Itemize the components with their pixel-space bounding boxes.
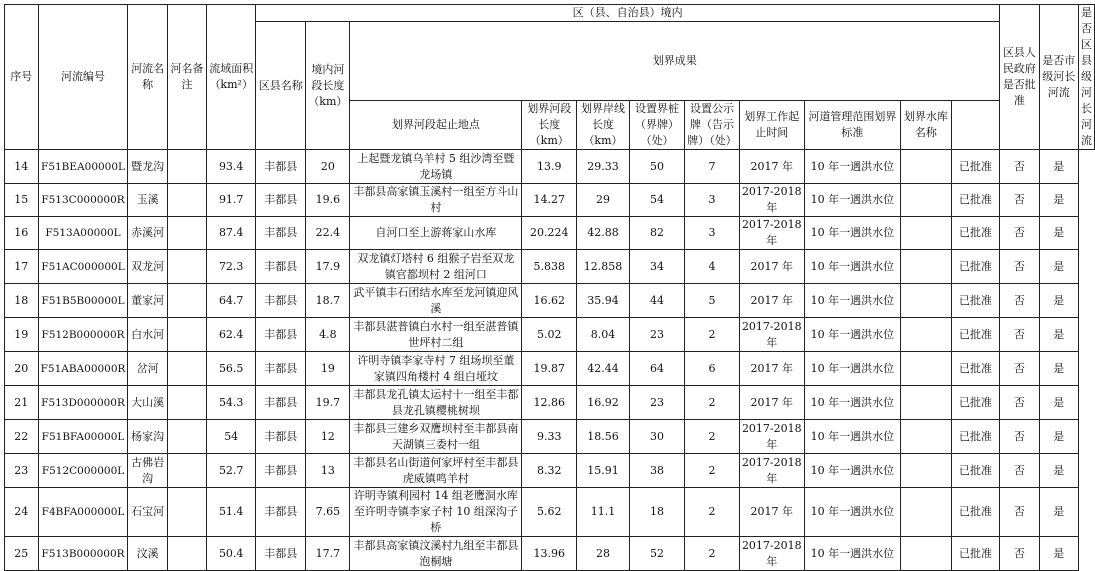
cell-code: F512B000000R — [38, 318, 128, 352]
cell-piles: 44 — [629, 284, 684, 318]
cell-reach: 22.4 — [306, 217, 350, 250]
cell-segment: 丰都县高家镇汶溪村九组至丰都县泡桐塘 — [350, 537, 522, 571]
cell-standard: 10 年一遇洪水位 — [804, 284, 900, 318]
cell-name: 暨龙沟 — [128, 150, 167, 184]
cell-county-chief: 是 — [1039, 284, 1079, 318]
cell-name: 白水河 — [128, 318, 167, 352]
cell-signs: 2 — [685, 318, 739, 352]
cell-note — [167, 284, 206, 318]
cell-reach: 19.7 — [306, 386, 350, 420]
cell-seq: 20 — [5, 352, 39, 386]
cell-segment: 丰都县高家镇玉溪村一组至方斗山村 — [350, 184, 522, 217]
cell-signs: 2 — [685, 488, 739, 537]
cell-segment: 丰都县三建乡双鹰坝村至丰都县南天湖镇三委村一组 — [350, 420, 522, 454]
cell-segment: 丰都县名山街道何家坪村至丰都县虎威镇鸣羊村 — [350, 454, 522, 488]
cell-bank-length: 42.88 — [577, 217, 630, 250]
cell-note — [167, 250, 206, 284]
table-row — [5, 284, 1095, 318]
cell-signs: 6 — [685, 352, 739, 386]
cell-piles: 30 — [629, 420, 684, 454]
cell-code: F51AC000000L — [38, 250, 128, 284]
cell-code: F513C000000R — [38, 184, 128, 217]
cell-city-chief: 否 — [1000, 352, 1039, 386]
cell-seq: 18 — [5, 284, 39, 318]
cell-area: 93.4 — [207, 150, 256, 184]
table-row — [5, 217, 1095, 250]
cell-work-time: 2017-2018 年 — [739, 184, 804, 217]
cell-name: 大山溪 — [128, 386, 167, 420]
cell-note — [167, 150, 206, 184]
header-work-time: 划界工作起止时间 — [739, 101, 804, 150]
cell-city-chief: 否 — [1000, 150, 1039, 184]
cell-county-chief: 是 — [1039, 488, 1079, 537]
cell-name: 汶溪 — [128, 537, 167, 571]
cell-county: 丰都县 — [256, 537, 306, 571]
cell-piles: 52 — [629, 537, 684, 571]
cell-county-chief: 是 — [1039, 454, 1079, 488]
header-subgroup: 划界成果 — [350, 22, 1000, 101]
cell-county: 丰都县 — [256, 150, 306, 184]
cell-segment: 武平镇丰石团结水库至龙河镇迎风溪 — [350, 284, 522, 318]
cell-reach: 17.7 — [306, 537, 350, 571]
cell-approved: 已批准 — [951, 386, 999, 420]
cell-piles: 64 — [629, 352, 684, 386]
cell-name: 杨家沟 — [128, 420, 167, 454]
cell-standard: 10 年一遇洪水位 — [804, 454, 900, 488]
cell-reservoir — [900, 352, 951, 386]
cell-name: 石宝河 — [128, 488, 167, 537]
cell-code: F513D000000R — [38, 386, 128, 420]
cell-county: 丰都县 — [256, 454, 306, 488]
cell-segment: 自河口至上游蒋家山水库 — [350, 217, 522, 250]
cell-approved: 已批准 — [951, 488, 999, 537]
cell-city-chief: 否 — [1000, 537, 1039, 571]
cell-bank-length: 12.858 — [577, 250, 630, 284]
cell-seq: 16 — [5, 217, 39, 250]
cell-approved: 已批准 — [951, 150, 999, 184]
header-county-chief: 是否区县级河长河流 — [1079, 5, 1095, 150]
header-standard: 河道管理范围划界标准 — [804, 101, 900, 150]
cell-signs: 2 — [685, 537, 739, 571]
cell-county: 丰都县 — [256, 284, 306, 318]
cell-reach: 20 — [306, 150, 350, 184]
cell-city-chief: 否 — [1000, 250, 1039, 284]
cell-area: 54.3 — [207, 386, 256, 420]
cell-bank-length: 29 — [577, 184, 630, 217]
table-row — [5, 352, 1095, 386]
cell-work-time: 2017-2018 年 — [739, 454, 804, 488]
cell-signs: 7 — [685, 150, 739, 184]
header-seq: 序号 — [5, 5, 39, 150]
header-signs: 设置公示牌（告示牌）（处） — [685, 101, 739, 150]
cell-seq: 17 — [5, 250, 39, 284]
header-reservoir: 划界水库名称 — [900, 101, 951, 150]
cell-approved: 已批准 — [951, 454, 999, 488]
cell-county: 丰都县 — [256, 217, 306, 250]
cell-note — [167, 352, 206, 386]
cell-work-time: 2017-2018 年 — [739, 318, 804, 352]
cell-approved: 已批准 — [951, 537, 999, 571]
cell-seq: 19 — [5, 318, 39, 352]
cell-bound-length: 13.9 — [522, 150, 577, 184]
cell-note — [167, 488, 206, 537]
cell-bound-length: 5.02 — [522, 318, 577, 352]
cell-bound-length: 5.62 — [522, 488, 577, 537]
cell-code: F51ABA00000R — [38, 352, 128, 386]
cell-code: F4BFA000000L — [38, 488, 128, 537]
cell-piles: 23 — [629, 386, 684, 420]
header-piles: 设置界桩（界牌）（处） — [629, 101, 684, 150]
cell-segment: 许明寺镇李家寺村 7 组场坝至董家镇四角楼村 4 组白垭坟 — [350, 352, 522, 386]
cell-name: 古佛岩沟 — [128, 454, 167, 488]
cell-note — [167, 318, 206, 352]
table-row — [5, 386, 1095, 420]
cell-county-chief: 是 — [1039, 420, 1079, 454]
cell-bound-length: 5.838 — [522, 250, 577, 284]
cell-city-chief: 否 — [1000, 488, 1039, 537]
cell-bank-length: 29.33 — [577, 150, 630, 184]
cell-name: 玉溪 — [128, 184, 167, 217]
cell-standard: 10 年一遇洪水位 — [804, 217, 900, 250]
cell-segment: 上起暨龙镇乌羊村 5 组沙湾至暨龙场镇 — [350, 150, 522, 184]
cell-segment: 许明寺镇利园村 14 组老鹰洞水库至许明寺镇李家子村 10 组深沟子桥 — [350, 488, 522, 537]
cell-work-time: 2017 年 — [739, 352, 804, 386]
cell-standard: 10 年一遇洪水位 — [804, 318, 900, 352]
cell-county-chief: 是 — [1039, 318, 1079, 352]
cell-work-time: 2017-2018 年 — [739, 537, 804, 571]
cell-standard: 10 年一遇洪水位 — [804, 250, 900, 284]
cell-standard: 10 年一遇洪水位 — [804, 184, 900, 217]
cell-bound-length: 8.32 — [522, 454, 577, 488]
header-bound-length: 划界河段长度（km） — [522, 101, 577, 150]
cell-area: 62.4 — [207, 318, 256, 352]
cell-reservoir — [900, 488, 951, 537]
cell-seq: 24 — [5, 488, 39, 537]
header-group: 区（县、自治县）境内 — [256, 5, 1000, 22]
cell-work-time: 2017 年 — [739, 488, 804, 537]
cell-name: 双龙河 — [128, 250, 167, 284]
cell-name: 董家河 — [128, 284, 167, 318]
header-segment-range: 划界河段起止地点 — [350, 101, 522, 150]
cell-approved: 已批准 — [951, 250, 999, 284]
cell-piles: 18 — [629, 488, 684, 537]
cell-note — [167, 386, 206, 420]
cell-bound-length: 20.224 — [522, 217, 577, 250]
table-row — [5, 250, 1095, 284]
cell-work-time: 2017-2018 年 — [739, 217, 804, 250]
cell-reach: 19.6 — [306, 184, 350, 217]
cell-signs: 3 — [685, 217, 739, 250]
cell-code: F513A00000L — [38, 217, 128, 250]
cell-approved: 已批准 — [951, 352, 999, 386]
cell-area: 56.5 — [207, 352, 256, 386]
table-row — [5, 184, 1095, 217]
cell-bank-length: 28 — [577, 537, 630, 571]
cell-county: 丰都县 — [256, 352, 306, 386]
cell-signs: 4 — [685, 250, 739, 284]
cell-reach: 4.8 — [306, 318, 350, 352]
cell-area: 50.4 — [207, 537, 256, 571]
header-bank-length: 划界岸线长度（km） — [577, 101, 630, 150]
cell-reservoir — [900, 386, 951, 420]
cell-bank-length: 18.56 — [577, 420, 630, 454]
cell-standard: 10 年一遇洪水位 — [804, 150, 900, 184]
cell-segment: 丰都县龙孔镇太运村十一组至丰都县龙孔镇樱桃树坝 — [350, 386, 522, 420]
cell-code: F51BFA00000L — [38, 420, 128, 454]
cell-county-chief: 是 — [1039, 537, 1079, 571]
cell-standard: 10 年一遇洪水位 — [804, 488, 900, 537]
header-basin-area: 流域面积（km²） — [207, 5, 256, 150]
header-river-name: 河流名称 — [128, 5, 167, 150]
cell-area: 87.4 — [207, 217, 256, 250]
cell-code: F51B5B00000L — [38, 284, 128, 318]
cell-city-chief: 否 — [1000, 184, 1039, 217]
table-row — [5, 454, 1095, 488]
cell-bound-length: 9.33 — [522, 420, 577, 454]
cell-standard: 10 年一遇洪水位 — [804, 420, 900, 454]
table-row — [5, 488, 1095, 537]
cell-reach: 18.7 — [306, 284, 350, 318]
cell-signs: 3 — [685, 184, 739, 217]
cell-standard: 10 年一遇洪水位 — [804, 352, 900, 386]
cell-reservoir — [900, 420, 951, 454]
header-name-note: 河名备注 — [167, 5, 206, 150]
cell-piles: 54 — [629, 184, 684, 217]
cell-bank-length: 15.91 — [577, 454, 630, 488]
cell-area: 51.4 — [207, 488, 256, 537]
cell-work-time: 2017 年 — [739, 250, 804, 284]
cell-area: 72.3 — [207, 250, 256, 284]
cell-reach: 12 — [306, 420, 350, 454]
table-row — [5, 420, 1095, 454]
cell-city-chief: 否 — [1000, 318, 1039, 352]
cell-city-chief: 否 — [1000, 420, 1039, 454]
cell-code: F512C000000L — [38, 454, 128, 488]
cell-reservoir — [900, 454, 951, 488]
cell-reach: 7.65 — [306, 488, 350, 537]
cell-work-time: 2017 年 — [739, 150, 804, 184]
cell-county-chief: 是 — [1039, 217, 1079, 250]
cell-seq: 22 — [5, 420, 39, 454]
cell-bound-length: 12.86 — [522, 386, 577, 420]
cell-work-time: 2017 年 — [739, 284, 804, 318]
cell-signs: 2 — [685, 386, 739, 420]
table-row — [5, 537, 1095, 571]
cell-reservoir — [900, 284, 951, 318]
cell-code: F51BEA00000L — [38, 150, 128, 184]
table-row — [5, 318, 1095, 352]
cell-city-chief: 否 — [1000, 217, 1039, 250]
cell-approved: 已批准 — [951, 318, 999, 352]
cell-bank-length: 8.04 — [577, 318, 630, 352]
cell-standard: 10 年一遇洪水位 — [804, 537, 900, 571]
cell-bound-length: 14.27 — [522, 184, 577, 217]
header-approved: 区县人民政府是否批准 — [1000, 5, 1039, 150]
cell-note — [167, 184, 206, 217]
cell-county: 丰都县 — [256, 250, 306, 284]
cell-piles: 23 — [629, 318, 684, 352]
cell-bound-length: 19.87 — [522, 352, 577, 386]
cell-signs: 2 — [685, 454, 739, 488]
cell-code: F513B000000R — [38, 537, 128, 571]
header-city-chief: 是否市级河长河流 — [1039, 5, 1079, 150]
cell-reach: 13 — [306, 454, 350, 488]
cell-seq: 14 — [5, 150, 39, 184]
cell-reservoir — [900, 250, 951, 284]
cell-bank-length: 35.94 — [577, 284, 630, 318]
cell-city-chief: 否 — [1000, 386, 1039, 420]
cell-note — [167, 217, 206, 250]
cell-note — [167, 420, 206, 454]
cell-reservoir — [900, 537, 951, 571]
cell-bound-length: 16.62 — [522, 284, 577, 318]
cell-piles: 38 — [629, 454, 684, 488]
cell-work-time: 2017-2018 年 — [739, 420, 804, 454]
cell-note — [167, 454, 206, 488]
cell-reach: 17.9 — [306, 250, 350, 284]
cell-city-chief: 否 — [1000, 284, 1039, 318]
cell-seq: 23 — [5, 454, 39, 488]
cell-bank-length: 42.44 — [577, 352, 630, 386]
cell-standard: 10 年一遇洪水位 — [804, 386, 900, 420]
cell-county-chief: 是 — [1039, 386, 1079, 420]
cell-county: 丰都县 — [256, 420, 306, 454]
cell-note — [167, 537, 206, 571]
cell-signs: 2 — [685, 420, 739, 454]
cell-seq: 21 — [5, 386, 39, 420]
cell-county: 丰都县 — [256, 184, 306, 217]
header-county-name: 区县名称 — [256, 22, 306, 150]
cell-reservoir — [900, 318, 951, 352]
river-table — [4, 4, 1095, 571]
cell-county-chief: 是 — [1039, 150, 1079, 184]
cell-bank-length: 11.1 — [577, 488, 630, 537]
header-river-code: 河流编号 — [38, 5, 128, 150]
table-body — [5, 150, 1095, 571]
cell-seq: 15 — [5, 184, 39, 217]
cell-county-chief: 是 — [1039, 352, 1079, 386]
cell-county-chief: 是 — [1039, 184, 1079, 217]
header-reach-length: 境内河段长度（km） — [306, 22, 350, 150]
cell-county: 丰都县 — [256, 386, 306, 420]
cell-approved: 已批准 — [951, 217, 999, 250]
cell-work-time: 2017 年 — [739, 386, 804, 420]
cell-name: 岔河 — [128, 352, 167, 386]
cell-piles: 34 — [629, 250, 684, 284]
cell-reservoir — [900, 150, 951, 184]
cell-area: 91.7 — [207, 184, 256, 217]
cell-approved: 已批准 — [951, 284, 999, 318]
cell-reservoir — [900, 217, 951, 250]
cell-name: 赤溪河 — [128, 217, 167, 250]
cell-piles: 50 — [629, 150, 684, 184]
cell-area: 64.7 — [207, 284, 256, 318]
cell-approved: 已批准 — [951, 420, 999, 454]
cell-piles: 82 — [629, 217, 684, 250]
cell-segment: 丰都县湛普镇白水村一组至湛普镇世坪村二组 — [350, 318, 522, 352]
cell-seq: 25 — [5, 537, 39, 571]
cell-signs: 5 — [685, 284, 739, 318]
cell-area: 52.7 — [207, 454, 256, 488]
cell-county: 丰都县 — [256, 488, 306, 537]
cell-reservoir — [900, 184, 951, 217]
cell-bound-length: 13.96 — [522, 537, 577, 571]
cell-county: 丰都县 — [256, 318, 306, 352]
cell-bank-length: 16.92 — [577, 386, 630, 420]
cell-county-chief: 是 — [1039, 250, 1079, 284]
cell-area: 54 — [207, 420, 256, 454]
cell-reach: 19 — [306, 352, 350, 386]
cell-city-chief: 否 — [1000, 454, 1039, 488]
table-row — [5, 150, 1095, 184]
cell-approved: 已批准 — [951, 184, 999, 217]
cell-segment: 双龙镇灯塔村 6 组猴子岩至双龙镇官都坝村 2 组河口 — [350, 250, 522, 284]
